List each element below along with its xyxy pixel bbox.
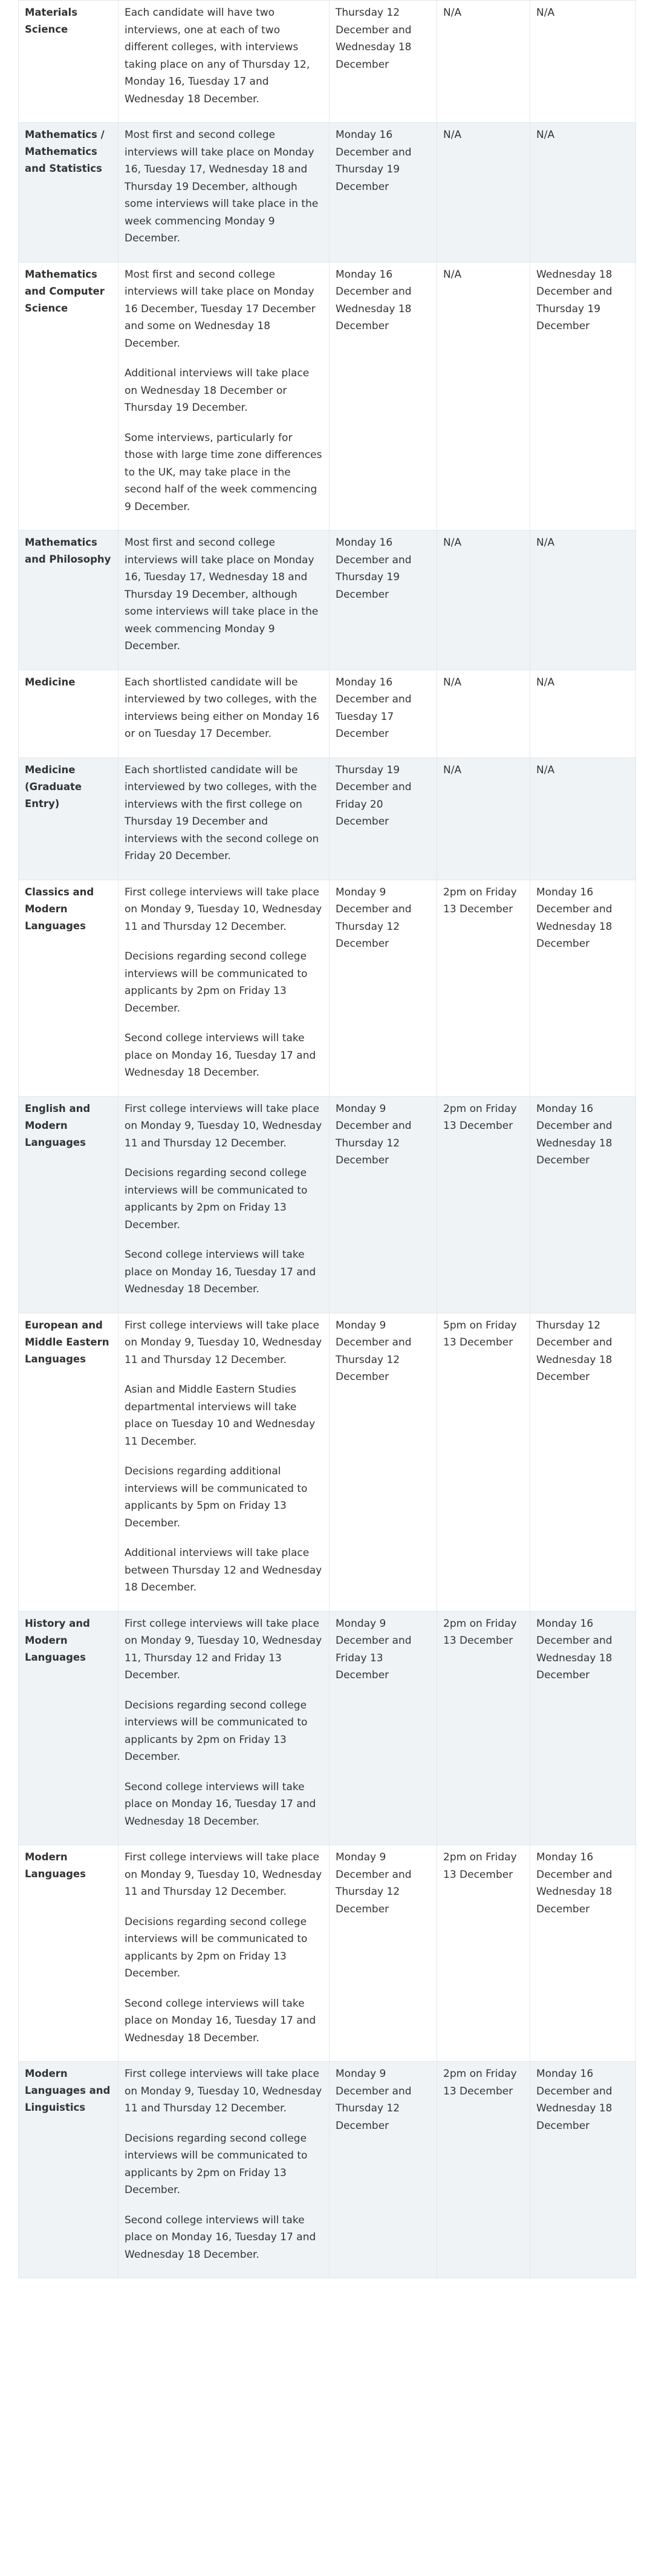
arrangements-cell bbox=[119, 1313, 330, 1611]
arrangement-paragraph: Most first and second college interviews will take place on Monday 16 December, Tuesday 17 December and some on Wednesday 18 December. bbox=[125, 268, 316, 350]
arrangement-paragraph: Second college interviews will take place on Monday 16, Tuesday 17 and Wednesday 18 December. bbox=[125, 2214, 316, 2261]
table-row bbox=[19, 123, 636, 263]
decisions-cell: 2pm on Friday 13 December bbox=[437, 1611, 530, 1845]
arrangement-paragraph: Decisions regarding second college interviews will be communicated to applicants by 2pm on Friday 13 December. bbox=[125, 950, 308, 1015]
arrangement-paragraph: Asian and Middle Eastern Studies departmental interviews will take place on Tuesday 10 and Wednesday 11 December. bbox=[125, 1384, 316, 1448]
second-interviews-cell: Monday 16 December and Wednesday 18 December bbox=[530, 1845, 636, 2062]
second-interviews-cell: N/A bbox=[530, 1, 636, 123]
arrangements-cell bbox=[119, 1611, 330, 1845]
first-interviews-cell: Monday 9 December and Friday 13 December bbox=[330, 1611, 437, 1845]
arrangement-paragraph: Decisions regarding additional interviews will be communicated to applicants by 5pm on Friday 13 December. bbox=[125, 1465, 308, 1529]
table-row bbox=[19, 2062, 636, 2278]
table-row bbox=[19, 1611, 636, 1845]
subject-cell: Modern Languages and Linguistics bbox=[19, 2062, 119, 2278]
first-interviews-cell: Monday 9 December and Thursday 12 December bbox=[330, 880, 437, 1096]
decisions-cell: N/A bbox=[437, 670, 530, 757]
subject-cell: Medicine (Graduate Entry) bbox=[19, 757, 119, 880]
subject-cell: Mathematics / Mathematics and Statistics bbox=[19, 123, 119, 263]
subject-cell: History and Modern Languages bbox=[19, 1611, 119, 1845]
arrangement-paragraph: First college interviews will take place on Monday 9, Tuesday 10, Wednesday 11 and Thursday 12 December. bbox=[125, 1851, 322, 1898]
arrangement-paragraph: Decisions regarding second college interviews will be communicated to applicants by 2pm on Friday 13 December. bbox=[125, 2132, 308, 2196]
first-interviews-cell: Monday 9 December and Thursday 12 December bbox=[330, 1845, 437, 2062]
decisions-cell: 2pm on Friday 13 December bbox=[437, 1096, 530, 1313]
decisions-cell: N/A bbox=[437, 262, 530, 531]
arrangement-paragraph: First college interviews will take place on Monday 9, Tuesday 10, Wednesday 11, Thursday 12 and Friday 13 December. bbox=[125, 1617, 322, 1681]
second-interviews-cell: Thursday 12 December and Wednesday 18 December bbox=[530, 1313, 636, 1611]
subject-cell: Modern Languages bbox=[19, 1845, 119, 2062]
decisions-cell: 2pm on Friday 13 December bbox=[437, 2062, 530, 2278]
arrangements-cell bbox=[119, 262, 330, 531]
subject-cell: English and Modern Languages bbox=[19, 1096, 119, 1313]
arrangement-paragraph: Most first and second college interviews will take place on Monday 16, Tuesday 17, Wednesday 18 and Thursday 19 December, although some interviews will take place in the week commencing Monday 9 December. bbox=[125, 537, 319, 652]
subject-cell: European and Middle Eastern Languages bbox=[19, 1313, 119, 1611]
subject-cell: Mathematics and Computer Science bbox=[19, 262, 119, 531]
arrangement-paragraph: Decisions regarding second college interviews will be communicated to applicants by 2pm on Friday 13 December. bbox=[125, 1167, 308, 1231]
first-interviews-cell: Monday 16 December and Thursday 19 December bbox=[330, 123, 437, 263]
first-interviews-cell: Monday 9 December and Thursday 12 December bbox=[330, 2062, 437, 2278]
arrangements-cell bbox=[119, 670, 330, 757]
arrangements-cell bbox=[119, 531, 330, 670]
decisions-cell: N/A bbox=[437, 1, 530, 123]
arrangement-paragraph: Second college interviews will take place on Monday 16, Tuesday 17 and Wednesday 18 December. bbox=[125, 1032, 316, 1079]
table-row bbox=[19, 531, 636, 670]
arrangement-paragraph: Second college interviews will take place on Monday 16, Tuesday 17 and Wednesday 18 December. bbox=[125, 1249, 316, 1295]
first-interviews-cell: Monday 16 December and Thursday 19 December bbox=[330, 531, 437, 670]
table-row bbox=[19, 262, 636, 531]
arrangement-paragraph: First college interviews will take place on Monday 9, Tuesday 10, Wednesday 11 and Thursday 12 December. bbox=[125, 1319, 322, 1366]
decisions-cell: 2pm on Friday 13 December bbox=[437, 880, 530, 1096]
arrangement-paragraph: First college interviews will take place on Monday 9, Tuesday 10, Wednesday 11 and Thursday 12 December. bbox=[125, 1102, 322, 1149]
arrangements-cell bbox=[119, 2062, 330, 2278]
second-interviews-cell: Wednesday 18 December and Thursday 19 December bbox=[530, 262, 636, 531]
second-interviews-cell: Monday 16 December and Wednesday 18 December bbox=[530, 1096, 636, 1313]
decisions-cell: 2pm on Friday 13 December bbox=[437, 1845, 530, 2062]
first-interviews-cell: Monday 9 December and Thursday 12 December bbox=[330, 1096, 437, 1313]
second-interviews-cell: N/A bbox=[530, 531, 636, 670]
arrangement-paragraph: Some interviews, particularly for those with large time zone differences to the UK, may take place in the second half of the week commencing 9 December. bbox=[125, 431, 322, 513]
first-interviews-cell: Thursday 12 December and Wednesday 18 December bbox=[330, 1, 437, 123]
arrangements-cell bbox=[119, 1096, 330, 1313]
first-interviews-cell: Monday 16 December and Wednesday 18 December bbox=[330, 262, 437, 531]
table-body bbox=[19, 1, 636, 2278]
second-interviews-cell: N/A bbox=[530, 123, 636, 263]
arrangement-paragraph: First college interviews will take place on Monday 9, Tuesday 10, Wednesday 11 and Thursday 12 December. bbox=[125, 2068, 322, 2114]
interview-schedule-table bbox=[18, 0, 636, 2278]
table-row bbox=[19, 1096, 636, 1313]
subject-cell: Classics and Modern Languages bbox=[19, 880, 119, 1096]
arrangements-cell bbox=[119, 123, 330, 263]
decisions-cell: N/A bbox=[437, 757, 530, 880]
table-row bbox=[19, 880, 636, 1096]
decisions-cell: N/A bbox=[437, 531, 530, 670]
second-interviews-cell: Monday 16 December and Wednesday 18 December bbox=[530, 880, 636, 1096]
second-interviews-cell: N/A bbox=[530, 757, 636, 880]
first-interviews-cell: Monday 9 December and Thursday 12 December bbox=[330, 1313, 437, 1611]
subject-cell: Materials Science bbox=[19, 1, 119, 123]
arrangement-paragraph: Decisions regarding second college interviews will be communicated to applicants by 2pm on Friday 13 December. bbox=[125, 1915, 308, 1979]
table-row bbox=[19, 757, 636, 880]
table-row bbox=[19, 1313, 636, 1611]
second-interviews-cell: Monday 16 December and Wednesday 18 December bbox=[530, 1611, 636, 1845]
decisions-cell: 5pm on Friday 13 December bbox=[437, 1313, 530, 1611]
arrangements-cell bbox=[119, 1845, 330, 2062]
arrangement-paragraph: Second college interviews will take place on Monday 16, Tuesday 17 and Wednesday 18 December. bbox=[125, 1780, 316, 1828]
subject-cell: Medicine bbox=[19, 670, 119, 757]
first-interviews-cell: Thursday 19 December and Friday 20 December bbox=[330, 757, 437, 880]
second-interviews-cell: Monday 16 December and Wednesday 18 December bbox=[530, 2062, 636, 2278]
decisions-cell: N/A bbox=[437, 123, 530, 263]
arrangement-paragraph: Most first and second college interviews will take place on Monday 16, Tuesday 17, Wednesday 18 and Thursday 19 December, although some interviews will take place in the week commencing Monday 9 December. bbox=[125, 129, 319, 244]
arrangement-paragraph: Additional interviews will take place on Wednesday 18 December or Thursday 19 December. bbox=[125, 367, 310, 414]
arrangement-paragraph: Second college interviews will take place on Monday 16, Tuesday 17 and Wednesday 18 December. bbox=[125, 1997, 316, 2044]
arrangements-cell bbox=[119, 1, 330, 123]
subject-cell: Mathematics and Philosophy bbox=[19, 531, 119, 670]
arrangements-cell bbox=[119, 757, 330, 880]
second-interviews-cell: N/A bbox=[530, 670, 636, 757]
table-row bbox=[19, 1, 636, 123]
first-interviews-cell: Monday 16 December and Tuesday 17 December bbox=[330, 670, 437, 757]
table-row bbox=[19, 1845, 636, 2062]
arrangement-paragraph: Each shortlisted candidate will be interviewed by two colleges, with the interviews being either on Monday 16 or on Tuesday 17 December. bbox=[125, 676, 320, 740]
arrangement-paragraph: Each candidate will have two interviews, one at each of two different colleges, with interviews taking place on any of Thursday 12, Monday 16, Tuesday 17 and Wednesday 18 December. bbox=[125, 7, 310, 105]
arrangement-paragraph: Decisions regarding second college interviews will be communicated to applicants by 2pm on Friday 13 December. bbox=[125, 1699, 308, 1763]
arrangement-paragraph: Additional interviews will take place between Thursday 12 and Wednesday 18 December. bbox=[125, 1547, 322, 1594]
arrangements-cell bbox=[119, 880, 330, 1096]
arrangement-paragraph: Each shortlisted candidate will be interviewed by two colleges, with the interviews with the first college on Thursday 19 December and interviews with the second college on Friday 20 December. bbox=[125, 763, 319, 862]
arrangement-paragraph: First college interviews will take place on Monday 9, Tuesday 10, Wednesday 11 and Thursday 12 December. bbox=[125, 886, 322, 933]
table-row bbox=[19, 670, 636, 757]
